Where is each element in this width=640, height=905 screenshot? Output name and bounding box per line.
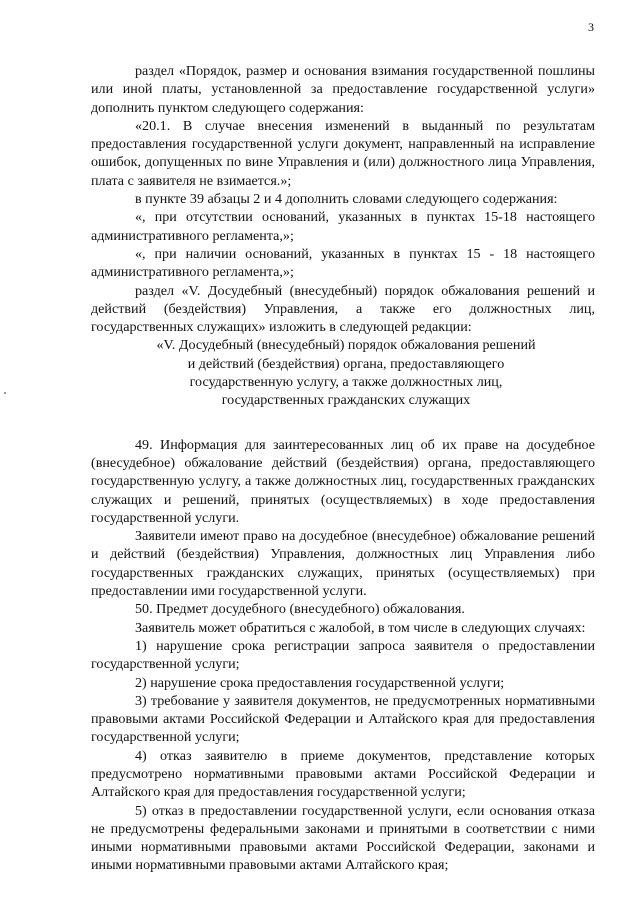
- section-heading-line: государственных гражданских служащих: [221, 392, 471, 409]
- list-item-3: 3) требование у заявителя документов, не предусмотренных нормативными правовыми актами Российской Федерации и Алтайского края для предоставления государственной услуги;: [91, 692, 595, 746]
- paragraph-fee-section: раздел «Порядок, размер и основания взимания государственной пошлины или иной платы, установленной за предоставление государственной услуги» дополнить пунктом следующего содержания:: [91, 63, 595, 116]
- section-heading-line: государственную услугу, а также должностных лиц,: [189, 374, 503, 391]
- section-heading-line: и действий (бездействия) органа, предоставляющего: [187, 355, 505, 372]
- paragraph-item-50: 50. Предмет досудебного (внесудебного) обжалования.: [135, 601, 465, 618]
- page-number: 3: [588, 20, 594, 34]
- paragraph-item-49: 49. Информация для заинтересованных лиц об их праве на досудебное (внесудебное) обжалование действий (бездействия) органа, предоставляющего государственную услугу, а также должностных лиц, государственных гражданских служащих и решений, принятых (осуществляемых) в ходе предоставления государственной услуги.: [91, 436, 595, 526]
- list-item-1: 1) нарушение срока регистрации запроса заявителя о предоставлении государственной услуги;: [91, 637, 595, 673]
- paragraph-absence-grounds: «, при отсутствии оснований, указанных в пунктах 15-18 настоящего административного регламента,»;: [91, 209, 595, 244]
- scan-artifact-dot: [4, 392, 6, 394]
- section-heading: [97, 336, 595, 409]
- section-heading-line: «V. Досудебный (внесудебный) порядок обжалования решений: [156, 337, 536, 354]
- paragraph-section-v-intro: раздел «V. Досудебный (внесудебный) порядок обжалования решений и действий (бездействия) Управления, а также его должностных лиц, государственных служащих» изложить в следующей редакции:: [91, 282, 595, 336]
- list-item-4: 4) отказ заявителю в приеме документов, представление которых предусмотрено нормативными правовыми актами Российской Федерации и Алтайского края для предоставления государственной услуги;: [91, 747, 595, 801]
- paragraph-complaint-cases: Заявитель может обратиться с жалобой, в том числе в следующих случаях:: [135, 619, 586, 636]
- document-body: [91, 62, 595, 875]
- paragraph-applicants-right: Заявители имеют право на досудебное (внесудебное) обжалование решений и действий (бездействия) Управления, должностных лиц Управления либо государственных гражданских служащих, принятых (осуществляемых) при предоставлении ими государственной услуги.: [91, 528, 595, 600]
- list-item-5: 5) отказ в предоставлении государственной услуги, если основания отказа не предусмотрены федеральными законами и принятыми в соответствии с ними иными нормативными правовыми актами Российской Федерации, законами и иными нормативными правовыми актами Алтайского края;: [91, 802, 595, 874]
- paragraph-item-39: в пункте 39 абзацы 2 и 4 дополнить словами следующего содержания:: [135, 191, 558, 208]
- section-spacer: [91, 410, 595, 436]
- paragraph-presence-grounds: «, при наличии оснований, указанных в пунктах 15 - 18 настоящего административного регламента,»;: [91, 245, 595, 281]
- paragraph-item-20-1: «20.1. В случае внесения изменений в выданный по результатам предоставления государственной услуги документ, направленный на исправление ошибок, допущенных по вине Управления и (или) должностного лица Управления, плата с заявителя не взимается.»;: [91, 117, 595, 189]
- list-item-2: 2) нарушение срока предоставления государственной услуги;: [135, 674, 505, 691]
